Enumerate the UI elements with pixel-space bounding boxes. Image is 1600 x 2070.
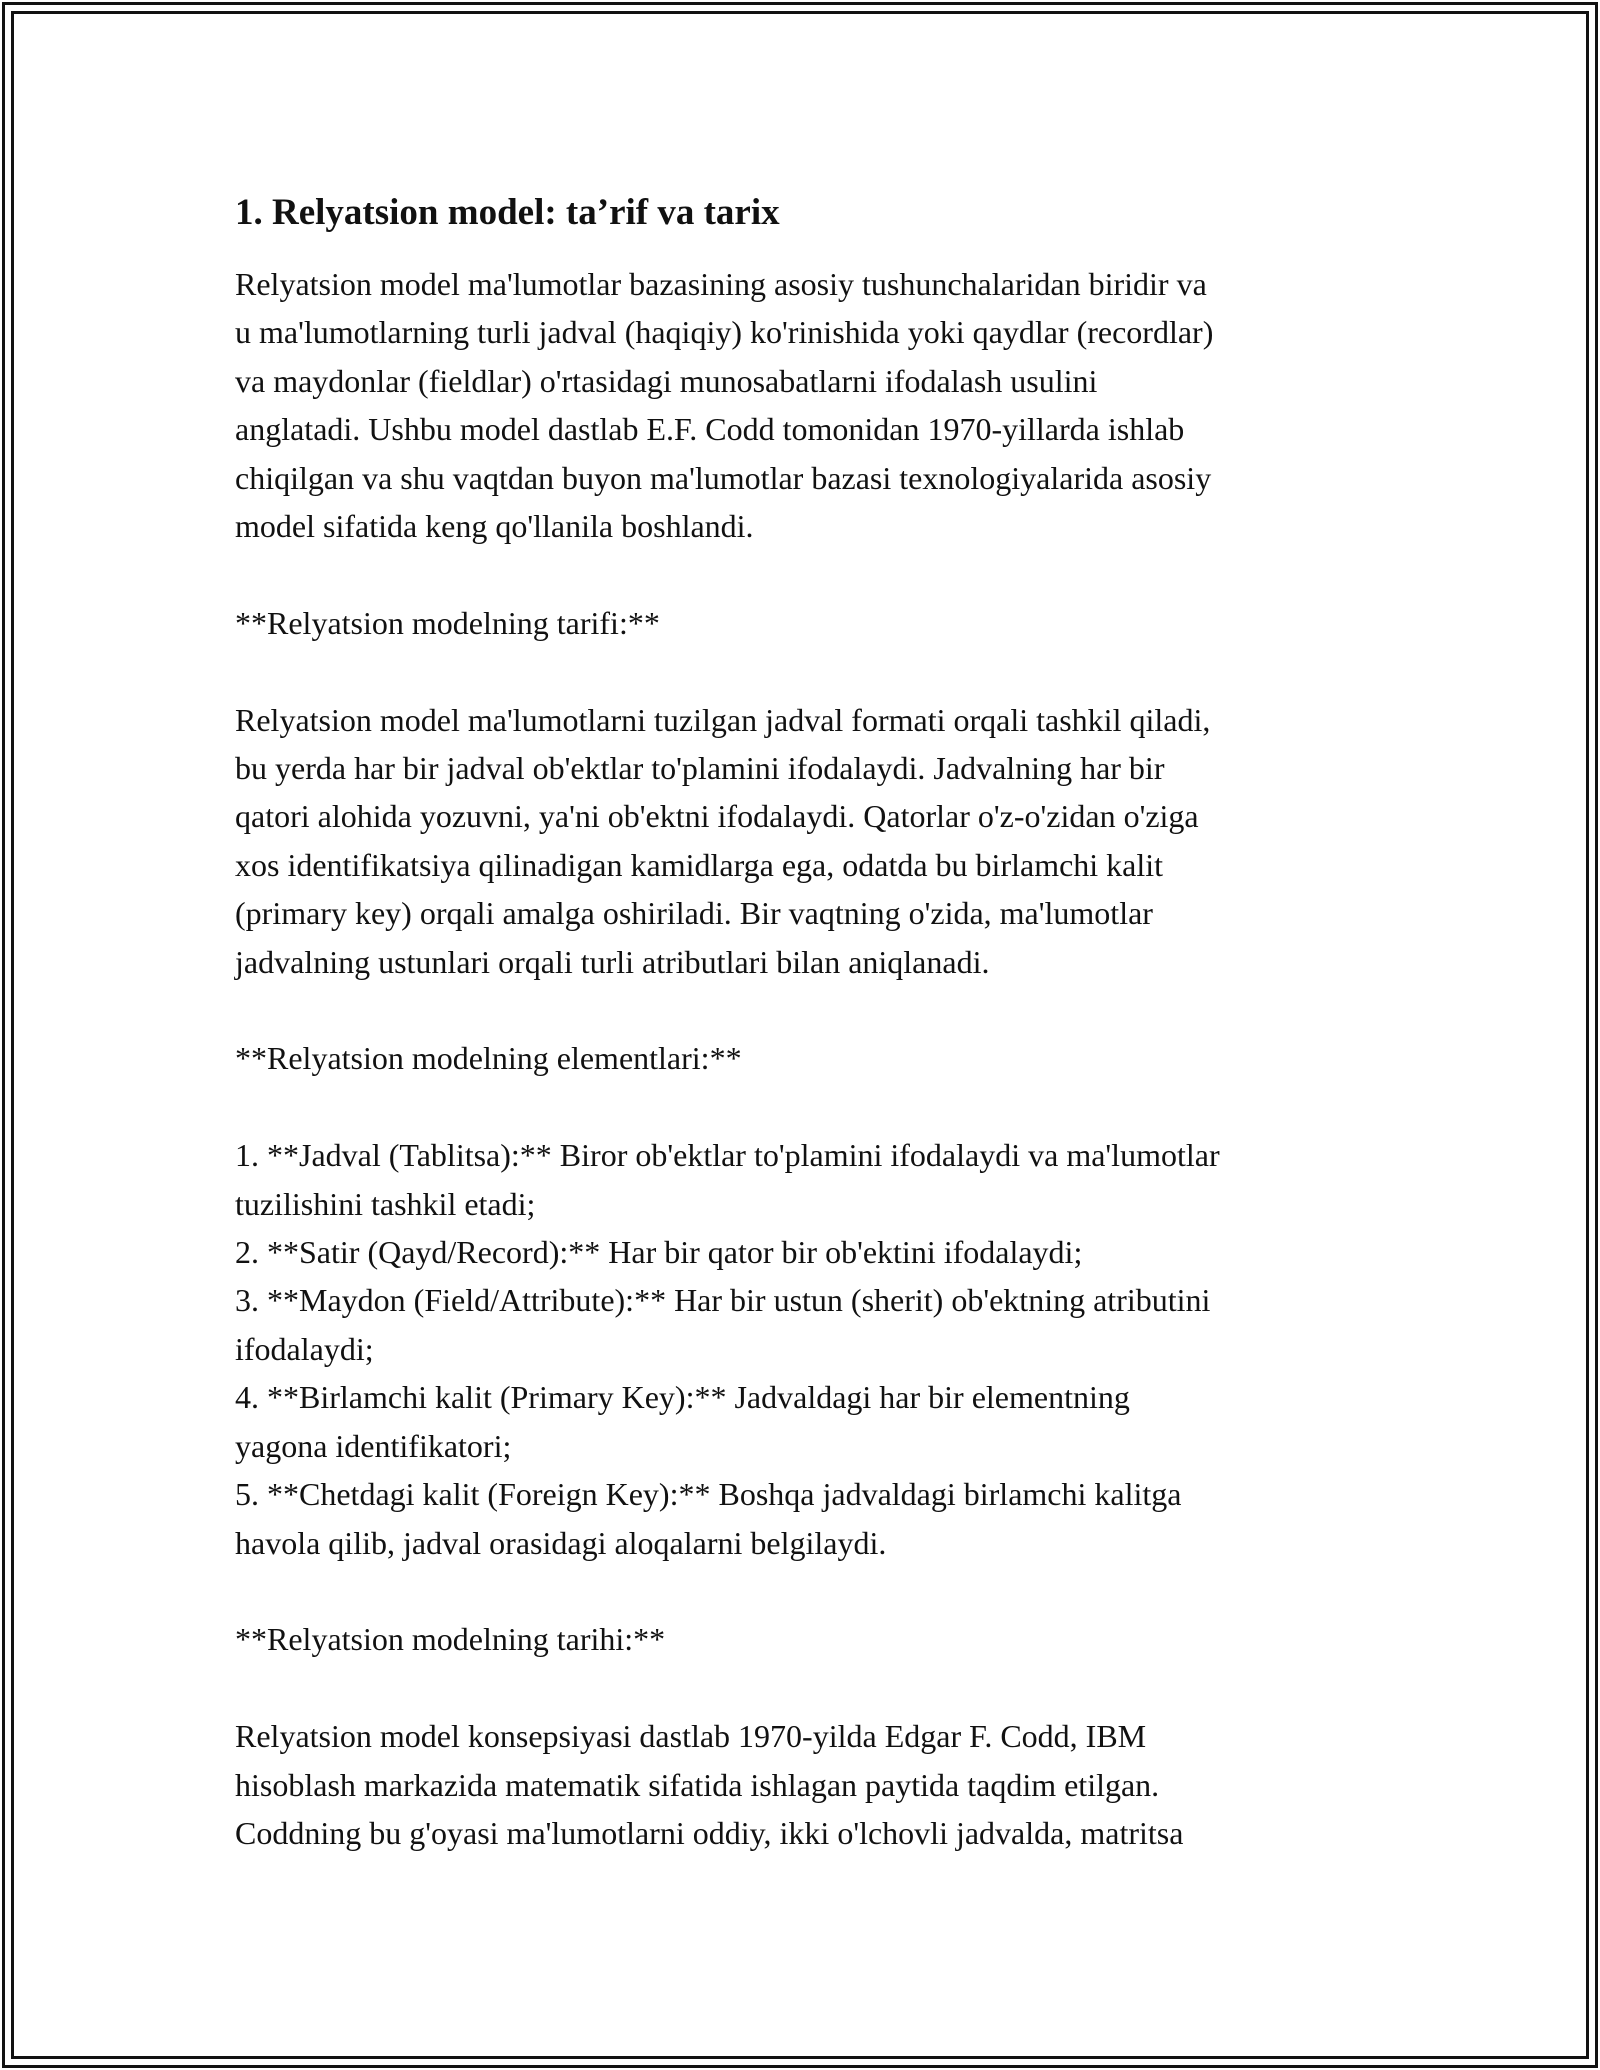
blank-line	[235, 1567, 1375, 1615]
blank-line	[235, 647, 1375, 695]
history-paragraph	[235, 1712, 1375, 1857]
text-line: anglatadi. Ushbu model dastlab E.F. Codd tomonidan 1970-yillarda ishlab	[235, 411, 1185, 448]
text-line: va maydonlar (fieldlar) o'rtasidagi munosabatlarni ifodalash usulini	[235, 362, 1098, 399]
definition-title: **Relyatsion modelning tarifi:**	[235, 604, 660, 641]
text-line: jadvalning ustunlari orqali turli atributlari bilan aniqlanadi.	[235, 943, 990, 980]
blank-line	[235, 1664, 1375, 1712]
list-item-line: ifodalaydi;	[235, 1330, 374, 1367]
text-line: model sifatida keng qo'llanila boshlandi.	[235, 508, 754, 545]
text-line: Relyatsion model konsepsiyasi dastlab 1970-yilda Edgar F. Codd, IBM	[235, 1718, 1147, 1755]
blank-line	[235, 986, 1375, 1034]
intro-paragraph	[235, 260, 1375, 550]
text-line: u ma'lumotlarning turli jadval (haqiqiy) ko'rinishida yoki qaydlar (recordlar)	[235, 314, 1214, 351]
text-line: xos identifikatsiya qilinadigan kamidlarga ega, odatda bu birlamchi kalit	[235, 846, 1164, 883]
document-body	[235, 186, 1375, 1857]
list-item-line: havola qilib, jadval orasidagi aloqalarni belgilaydi.	[235, 1524, 887, 1561]
blank-line	[235, 1083, 1375, 1131]
list-item-line: 3. **Maydon (Field/Attribute):** Har bir ustun (sherit) ob'ektning atributini	[235, 1282, 1211, 1319]
blank-line	[235, 550, 1375, 598]
list-item-line: 5. **Chetdagi kalit (Foreign Key):** Boshqa jadvaldagi birlamchi kalitga	[235, 1476, 1182, 1513]
history-title: **Relyatsion modelning tarihi:**	[235, 1621, 666, 1658]
text-line: Relyatsion model ma'lumotlar bazasining asosiy tushunchalaridan biridir va	[235, 266, 1207, 302]
list-item-line: tuzilishini tashkil etadi;	[235, 1185, 536, 1222]
list-item-line: yagona identifikatori;	[235, 1427, 512, 1464]
section-heading: 1. Relyatsion model: ta’rif va tarix	[235, 192, 780, 233]
text-line: (primary key) orqali amalga oshiriladi. Bir vaqtning o'zida, ma'lumotlar	[235, 895, 1153, 932]
list-item-line: 4. **Birlamchi kalit (Primary Key):** Jadvaldagi har bir elementning	[235, 1379, 1130, 1416]
text-line: Relyatsion model ma'lumotlarni tuzilgan jadval formati orqali tashkil qiladi,	[235, 701, 1211, 738]
text-line: qatori alohida yozuvni, ya'ni ob'ektni ifodalaydi. Qatorlar o'z-o'zidan o'ziga	[235, 798, 1199, 835]
definition-paragraph	[235, 696, 1375, 986]
list-item-line: 2. **Satir (Qayd/Record):** Har bir qator bir ob'ektini ifodalaydi;	[235, 1234, 1083, 1271]
elements-title: **Relyatsion modelning elementlari:**	[235, 1040, 742, 1077]
text-line: bu yerda har bir jadval ob'ektlar to'plamini ifodalaydi. Jadvalning har bir	[235, 750, 1165, 787]
text-line: hisoblash markazida matematik sifatida ishlagan paytida taqdim etilgan.	[235, 1766, 1160, 1803]
text-line: Coddning bu g'oyasi ma'lumotlarni oddiy, ikki o'lchovli jadvalda, matritsa	[235, 1814, 1184, 1851]
list-item-line: 1. **Jadval (Tablitsa):** Biror ob'ektlar to'plamini ifodalaydi va ma'lumotlar	[235, 1137, 1220, 1174]
elements-list	[235, 1131, 1375, 1567]
text-line: chiqilgan va shu vaqtdan buyon ma'lumotlar bazasi texnologiyalarida asosiy	[235, 459, 1212, 496]
